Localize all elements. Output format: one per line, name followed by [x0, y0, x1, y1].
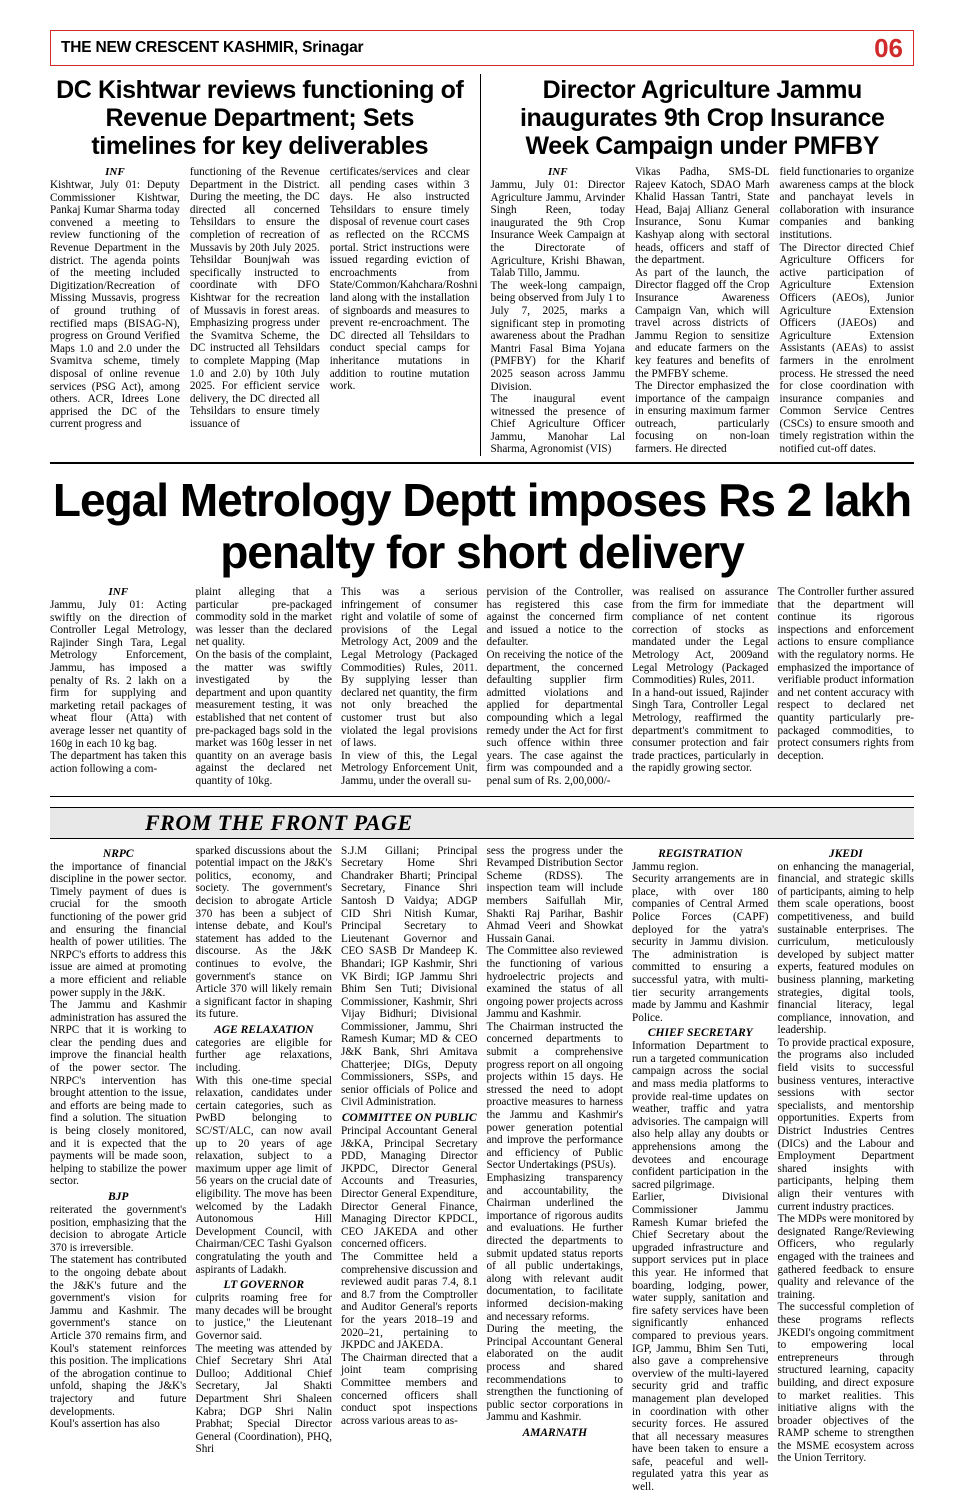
byline-inf-main: INF: [108, 586, 129, 599]
section-divider: [50, 796, 914, 797]
story-director-agriculture: [481, 74, 915, 456]
story-text: sess the progress under the Revamped Distribution Sector Scheme (RDSS). The inspection team will include members Saifullah Mir, Shakti Raj Parihar, Bashir Ahmad Veeri and Showkat Hussain Ganai. The Committee also reviewed the functioning of various hydroelectric projects and examined the status of all ongoing power projects across Jammu and Kashmir. The Chairman instructed the concerned departments to submit a comprehensive progress report on all ongoing projects within 15 days. He stressed the need to adopt proactive measures to harness the Jammu and Kashmir's power generation potential and improve the performance and efficiency of Public Sector Undertakings (PSUs). Emphasizing transparency and accountability, the Chairman underlined the importance of rigorous audits and evaluations. He further directed the departments to submit updated status reports of all public undertakings, along with relevant audit documentation, to facilitate informed decision-making and necessary reforms. During the meeting, the Principal Accountant General elaborated on the audit process and shared recommendations to strengthen the functioning of public sector corporations in Jammu and Kashmir.: [486, 844, 623, 1424]
masthead: [50, 30, 914, 66]
headline-dc-kishtwar: DC Kishtwar reviews functioning of Revenue Department; Sets timelines for key deliverables: [56, 76, 464, 160]
story-text: Jammu, July 01: Director Agriculture Jammu, Arvinder Singh Reen, today inaugurated the 9th Crop Insurance Week Campaign at the Directorate of Agriculture, Krishi Bhawan, Talab Tillo, Jammu. The week-long campaign, being observed from July 1 to July 7, 2025, marks a significant step in promoting awareness about the Pradhan Mantri Fasal Bima Yojana (PMFBY) for the Kharif 2025 season across Jammu Division. The inaugural event witnessed the presence of Chief Agriculture Officer Jammu, Manohar Lal Sharma, Agronomist (VIS): [490, 179, 625, 456]
newspaper-page: [0, 30, 964, 1505]
story-text: Information Department to run a targeted communication campaign across the social and mass media platforms to provide real-time updates on weather, traffic and yatra advisories. The campaign will also help allay any doubts or apprehensions among the devotees and encourage confident participation in the sacred pilgrimage. Earlier, Divisional Commissioner Jammu Ramesh Kumar briefed the Chief Secretary about the upgraded infrastructure and support services put in place this year. He informed that boarding, lodging, power, water supply, sanitation and fire safety services have been significantly enhanced compared to previous years. IGP, Jammu, Bhim Sen Tuti, also gave a comprehensive overview of the multi-layered security grid and traffic management plan developed in coordination with other security forces. He assured that all necessary measures have been taken to ensure a safe, peaceful and well-regulated yatra this year as well.: [632, 1040, 769, 1494]
subhead-nrpc: NRPC: [102, 847, 134, 860]
byline-inf-left: INF: [105, 166, 125, 178]
story-text: the importance of financial discipline in the power sector. Timely payment of dues is crucial for the smooth functioning of the power grid and ensuring the financial health of power utilities. The NRPC's efforts to address this issue are aimed at promoting a more efficient and reliable power supply in the J&K. The Jammu and Kashmir administration has assured the NRPC that it is working to clear the pending dues and improve the financial health of the power sector. The NRPC's intervention has brought attention to the issue, and efforts are being made to find a solution. The situation is being closely monitored, and it is expected that the payments will be made soon, helping to stabilize the power sector.: [50, 860, 187, 1188]
story-text: reiterated the government's position, emphasizing that the decision to abrogate Article 370 is irreversible. The statement has contributed to the ongoing debate about the J&K's future and the government's vision for Jammu and Kashmir. The government's stance on Article 370 remains firm, and Koul's statement reinforces this position. The implications of the abrogation continue to unfold, shaping the J&K's trajectory and future developments. Koul's assertion has also: [50, 1204, 187, 1431]
subhead-age-relaxation: AGE RELAXATION: [214, 1023, 314, 1036]
story-text: This was a serious infringement of consumer right and volatile of some of provisions of the Legal Metrology Act, 2009 and the Legal Metrology (Packaged Commodities) Rules, 2011. By supplying lesser than declared net quantity, the firm not only breached the customer trust but also violated the legal provisions of laws. In view of this, the Legal Metrology Enforcement Unit, Jammu, under the overall su-: [341, 586, 478, 787]
masthead-title: THE NEW CRESCENT KASHMIR, Srinagar: [61, 39, 364, 56]
story-text: culprits roaming free for many decades will be brought to justice," the Lieutenant Governor said. The meeting was attended by Chief Secretary Shri Atal Dulloo; Additional Chief Secretary, Jal Shakti Department Shri Shaleen Kabra; DGP Shri Nalin Prabhat; Special Director General (Coordination), PHQ, Shri: [195, 1292, 332, 1456]
subhead-committee-on-public: COMMITTEE ON PUBLIC: [341, 1112, 477, 1125]
story-text: functioning of the Revenue Department in the District. During the meeting, the DC directed all concerned Tehsildars to ensure the completion of recreation of Mussavis by 20th July 2025. Tehsildar Bounjwah was specifically instructed to coordinate with DFO Kishtwar for the recreation of Mussavis in forest areas. Emphasizing progress under the Svamitva Scheme, the DC instructed all Tehsildars to complete Mapping (Map 1.0 and 2.0) by 10th July 2025. For efficient service delivery, the DC directed all Tehsildars to ensure timely issuance of: [189, 166, 320, 430]
story-text: was realised on assurance from the firm for immediate compliance of net content correction of stocks as mandated under the Legal Metrology Act, 2009and Legal Metrology (Packaged Commodities) Rules, 2011. In a hand-out issued, Rajinder Singh Tara, Controller Legal Metrology, reaffirmed the department's commitment to consumer protection and fair trade practices, particularly in the rapidly growing sector.: [632, 586, 769, 775]
story-text: S.J.M Gillani; Principal Secretary Home Shri Chandraker Bharti; Principal Secretary, Finance Shri Santosh D Vaidya; ADGP CID Shri Nitish Kumar, Principal Secretary to Lieutenant Governor and CEO SASB Dr Mandeep K. Bhandari; IGP Kashmir, Shri VK Birdi; IGP Jammu Shri Bhim Sen Tuti; Divisional Commissioner, Kashmir, Shri Vijay Bidhuri; Divisional Commissioner, Jammu, Shri Ramesh Kumar; MD & CEO J&K Bank, Shri Amitava Chatterjee; DIGs, Deputy Commissioners, SSPs, and senior officials of Police and Civil Administration.: [341, 844, 478, 1109]
continued-column-4: [487, 845, 624, 1494]
main-story-body: [50, 586, 914, 788]
story-text: on enhancing the managerial, financial, and strategic skills of participants, aiming to help them scale operations, boost competitiveness, and build sustainable enterprises. The curriculum, meticulously developed by subject matter experts, featured modules on business planning, marketing strategies, digital tools, financial literacy, legal compliance, innovation, and leadership. To provide practical exposure, the programs also included field visits to successful business ventures, interactive sessions with sector specialists, and mentorship opportunities. Experts from District Industries Centres (DICs) and the Labour and Employment Department shared insights with participants, helping them align their ventures with current industry practices. The MDPs were monitored by designated Range/Reviewing Officers, who regularly engaged with the trainees and gathered feedback to ensure quality and relevance of the training. The successful completion of these programs reflects JKEDI's ongoing commitment to empowering local entrepreneurs through structured learning, capacity building, and direct exposure to market realities. This initiative aligns with the broader objectives of the RAMP scheme to strengthen the MSME ecosystem across the Union Territory.: [777, 860, 914, 1465]
story-text: Kishtwar, July 01: Deputy Commissioner Kishtwar, Pankaj Kumar Sharma today convened a meeting to review functioning of the Revenue Department in the district. The agenda points of the meeting included Digitization/Recreation of Missing Mussavis, progress of ground truthing of rectified maps (BISAG-N), progress on Ground Verified Maps 1.0 and 2.0 under the Svamitva scheme, timely disposal of online revenue services (PSG Act), among others. ACR, Idrees Lone apprised the DC of the current progress and: [50, 179, 180, 431]
story-text: categories are eligible for further age relaxations, including. With this one-time special relaxation, candidates under certain categories, such as PwBD belonging to SC/ST/ALC, can now avail up to 20 years of age relaxation, subject to a maximum upper age limit of 56 years on the crucial date of eligibility. The move has been welcomed by the Ladakh Autonomous Hill Development Council, with Chairman/CEC Tashi Gyalson congratulating the youth and aspirants of Ladakh.: [195, 1036, 332, 1276]
page-number: 06: [874, 33, 903, 63]
story-text: pervision of the Controller, has registered this case against the concerned firm and issued a notice to the defaulter. On receiving the notice of the department, the concerned defaulting supplier firm admitted violations and applied for departmental compounding which a legal remedy under the Act for first such offence within three years. The case against the firm was compounded and a penal sum of Rs. 2,00,000/-: [486, 586, 623, 787]
story-text: The Controller further assured that the department will continue its rigorous inspections and enforcement actions to ensure compliance with the regulatory norms. He emphasized the importance of verifiable product information and net content accuracy with respect to declared net quantity particularly pre-packaged commodities, to protect consumers rights from deception.: [777, 586, 914, 762]
continued-column-5: [632, 845, 769, 1494]
subhead-jkedi: JKEDI: [828, 847, 863, 860]
headline-director-agriculture: Director Agriculture Jammu inaugurates 9th Crop Insurance Week Campaign under PMFBY: [520, 76, 885, 160]
story-text: plaint alleging that a particular pre-packaged commodity sold in the market was lesser than the declared net quality. On the basis of the complaint, the matter was swiftly investigated by the department and upon quantity measurement testing, it was established that net content of pre-packaged bags sold in the market was 160g lesser in net quantity on an average basis against the declared net quantity of 10kg.: [195, 586, 332, 787]
band-title: FROM THE FRONT PAGE: [145, 809, 413, 835]
continued-column-1: [50, 845, 187, 1494]
continued-stories-section: [50, 845, 914, 1494]
section-divider: [50, 462, 914, 464]
continued-column-6: [778, 845, 915, 1494]
story-text: certificates/services and clear all pending cases within 3 days. He also instructed Tehsildars to ensure timely disposal of revenue court cases as reflected on the RCCMS portal. Strict instructions were issued regarding eviction of encroachments from State/Common/Kahchara/Roshni land along with the installation of signboards and measures to prevent re-encroachment. The DC directed all Tehsildars to conduct special camps for inheritance mutations in addition to routine mutation work.: [329, 166, 478, 393]
subhead-registration: REGISTRATION: [658, 847, 743, 860]
story-text: Jammu, July 01: Acting swiftly on the direction of Controller Legal Metrology, Rajinder Singh Tara, Legal Metrology Enforcement, Jammu, has imposed a penalty of Rs. 2 lakh on a firm for supplying and marketing retail packages of wheat flour (Atta) with average lesser net quantity of 160g in each 10 kg bag. The department has taken this action following a com-: [50, 599, 187, 775]
subhead-chief-secretary: CHIEF SECRETARY: [647, 1027, 753, 1040]
from-the-front-page-band: [50, 807, 914, 839]
story-text: sparked discussions about the potential impact on the J&K's politics, economy, and society. The government's decision to abrogate Article 370 has been a subject of intense debate, and Koul's statement has added to the discourse. As the J&K continues to evolve, the government's stance on Article 370 will likely remain a significant factor in shaping its future.: [195, 844, 332, 1021]
story-text: Principal Accountant General J&KA, Principal Secretary PDD, Managing Director JKPDC, Director General Accounts and Treasuries, Director General Expenditure, Director General Finance, Managing Director KPDCL, CEO JAKEDA and other concerned officers. The Committee held a comprehensive discussion and reviewed audit paras 7.4, 8.1 and 8.7 from the Comptroller and Auditor General's reports for the years 2018–19 and 2020–21, pertaining to JKPDC and JAKEDA. The Chairman directed that a joint team comprising Committee members and concerned officers shall conduct spot inspections across various areas to as-: [341, 1125, 478, 1427]
top-stories-section: [50, 74, 914, 456]
byline-inf-right: INF: [547, 166, 568, 178]
continued-column-2: [196, 845, 333, 1494]
subhead-bjp: BJP: [108, 1191, 129, 1203]
headline-legal-metrology: Legal Metrology Deptt imposes Rs 2 lakh penalty for short delivery: [52, 474, 912, 579]
signoff-amarnath: AMARNATH: [522, 1426, 588, 1439]
subhead-lt-governor: LT GOVERNOR: [223, 1279, 305, 1292]
story-text: Vikas Padha, SMS-DL Rajeev Katoch, SDAO Marh Khalid Hassan Tantri, State Head, Bajaj Allianz General Insurance, Sonu Kumar Kashyap along with sectoral heads, officers and staff of the department. As part of the launch, the Director flagged off the Crop Insurance Awareness Campaign Van, which will travel across districts of Jammu Region to sensitize and educate farmers on the key features and benefits of the PMFBY scheme. The Director emphasized the importance of the campaign in ensuring maximum farmer outreach, particularly focusing on non-loan farmers. He directed: [635, 166, 770, 456]
story-dc-kishtwar: [50, 74, 480, 456]
continued-column-3: [341, 845, 478, 1494]
story-text: Jammu region. Security arrangements are in place, with over 180 companies of Central Armed Police Forces (CAPF) deployed for the yatra's security in Jammu division. The administration is committed to ensuring a successful yatra, with multi-tier security arrangements made by Jammu and Kashmir Police.: [632, 860, 769, 1024]
story-text: field functionaries to organize awareness camps at the block and panchayat levels in collaboration with insurance companies and banking institutions. The Director directed Chief Agriculture Officers for active participation of Agriculture Extension Officers (AEOs), Junior Agriculture Extension Officers (JAEOs) and Agriculture Extension Assistants (AEAs) to assist farmers in the enrolment process. He stressed the need for close coordination with insurance companies and Common Service Centres (CSCs) to ensure smooth and timely registration within the notified cut-off dates.: [779, 166, 914, 456]
